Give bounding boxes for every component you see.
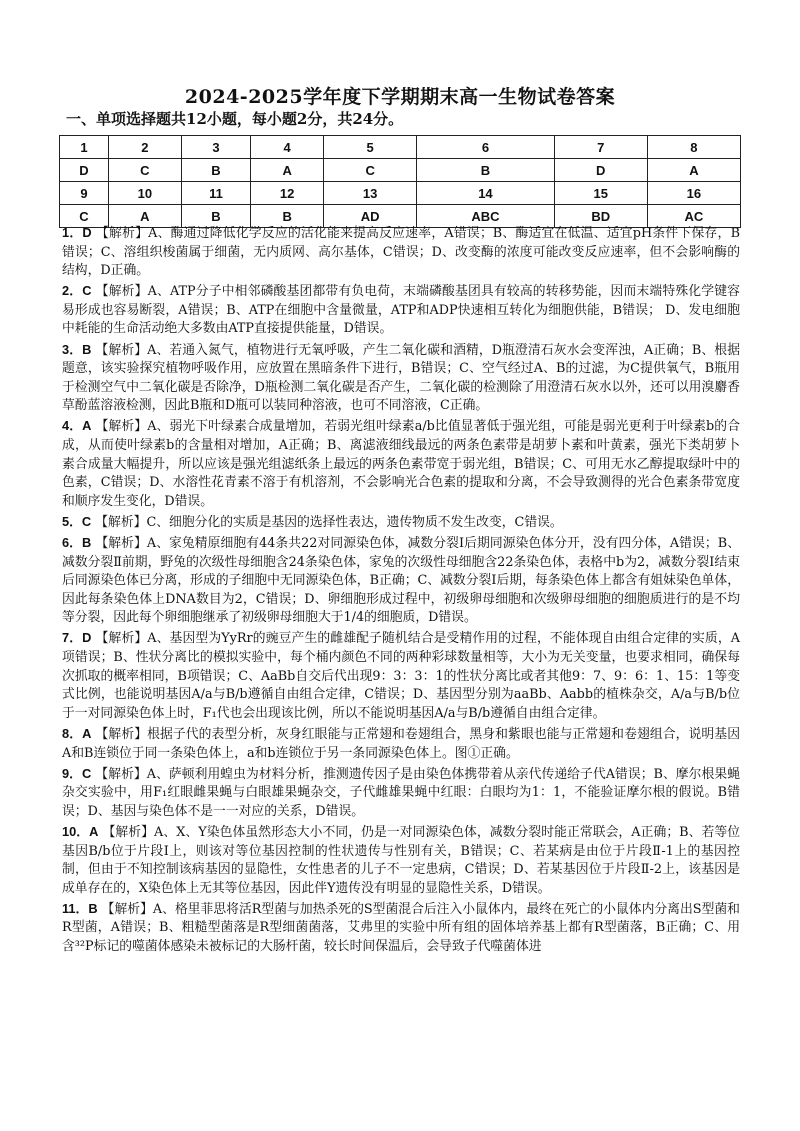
explanation-text: 【解析】根据子代的表型分析，灰身红眼能与正常翅和卷翅组合，黑身和紫眼也能与正常翅和卷翅组合，说明基因A和B连锁位于同一条染色体上，a和b连锁位于另一条同源染色体上。图①正确。 — [62, 726, 740, 761]
answer-cell: C — [108, 159, 181, 182]
question-number-cell: 3 — [181, 136, 250, 159]
explanation-item — [62, 513, 740, 533]
answer-letter: D — [82, 225, 92, 240]
question-number-cell: 15 — [554, 182, 647, 205]
answer-letter: B — [82, 535, 92, 550]
question-number-cell: 11 — [181, 182, 250, 205]
answer-cell: BD — [554, 205, 647, 228]
answer-letter: B — [82, 341, 92, 357]
question-number: 4． — [62, 418, 83, 434]
answer-letter: A — [82, 418, 92, 434]
explanation-item — [62, 629, 740, 723]
question-number: 5． — [62, 513, 82, 529]
answer-cell: B — [251, 205, 324, 228]
answer-cell: AD — [324, 205, 417, 228]
explanation-item — [62, 725, 740, 763]
answer-cell: C — [324, 159, 417, 182]
question-number-row — [60, 182, 741, 205]
explanation-item — [62, 765, 740, 822]
answer-letter: A — [82, 725, 92, 741]
answer-cell: AC — [647, 205, 740, 228]
answer-table — [59, 135, 741, 228]
answer-cell: B — [181, 205, 250, 228]
question-number-cell: 6 — [417, 136, 554, 159]
answer-cell: C — [60, 205, 109, 228]
explanation-text: 【解析】A、萨顿利用蝗虫为材料分析，推测遗传因子是由染色体携带着从亲代传递给子代A错误；B、摩尔根果蝇杂交实验中，用F₁红眼雌果蝇与白眼雄果蝇杂交，子代雌雄果蝇中红眼：白眼均为1：1，不能验证摩尔根的假说。B错误；D、基因与染色体不是一一对应的关系，D错误。 — [62, 766, 740, 819]
question-number-cell: 12 — [251, 182, 324, 205]
explanation-item — [62, 534, 740, 628]
answer-letter: C — [82, 765, 92, 781]
section-heading: 一、单项选择题共12小题，每小题2分，共24分。 — [66, 110, 404, 128]
answer-cell: B — [181, 159, 250, 182]
explanation-text: 【解析】A、酶通过降低化学反应的活化能来提高反应速率，A错误；B、酶适宜在低温、适宜pH条件下保存，B错误；C、溶组织梭菌属于细菌，无内质网、高尔基体，C错误；D、改变酶的浓度可能改变反应速率，但不会影响酶的结构，D正确。 — [62, 226, 740, 279]
explanation-text: 【解析】A、基因型为YyRr的豌豆产生的雌雄配子随机结合是受精作用的过程，不能体现自由组合定律的实质，A项错误；B、性状分离比的模拟实验中，每个桶内颜色不同的两种彩球数量相等，大小为无关变量，也要求相同，确保每次抓取的概率相同，B项错误；C、AaBb自交后代出现9：3：3：1的性状分离比或者其他9：7、9：6：1、15：1等变式比例，也能说明基因A/a与B/b遵循自由组合定律，C错误；D、基因型分别为aaBb、Aabb的植株杂交，A/a与B/b位于一对同源染色体上时，F₁代也会出现该比例，所以不能说明基因A/a与B/b遵循自由组合定律。 — [62, 631, 740, 721]
page-title: 2024-2025学年度下学期期末高一生物试卷答案 — [184, 86, 616, 108]
answer-letter: C — [81, 513, 92, 529]
question-number-cell: 2 — [108, 136, 181, 159]
question-number: 7． — [62, 630, 83, 646]
explanation-text: 【解析】A、格里菲思将活R型菌与加热杀死的S型菌混合后注入小鼠体内，最终在死亡的小鼠体内分离出S型菌和R型菌，A错误；B、粗糙型菌落是R型细菌菌落，艾弗里的实验中所有组的固体培养基上都有R型菌落，B正确；C、用含³²P标记的噬菌体感染未被标记的大肠杆菌，较长时间保温后，会导致子代噬菌体进 — [62, 901, 740, 954]
answer-cell: D — [60, 159, 109, 182]
answer-cell: B — [417, 159, 554, 182]
question-number-cell: 1 — [60, 136, 109, 159]
question-number: 6． — [62, 535, 83, 550]
answer-letter: D — [82, 630, 92, 646]
question-number-cell: 7 — [554, 136, 647, 159]
question-number: 1． — [62, 225, 83, 240]
question-number-cell: 13 — [324, 182, 417, 205]
explanations — [62, 224, 740, 958]
question-number: 8． — [62, 725, 83, 741]
explanation-text: 【解析】C、细胞分化的实质是基因的选择性表达，遗传物质不发生改变，C错误。 — [95, 514, 563, 530]
explanation-item — [62, 900, 740, 957]
answer-row — [60, 159, 741, 182]
explanation-item — [62, 224, 740, 281]
question-number-cell: 16 — [647, 182, 740, 205]
answer-cell: A — [251, 159, 324, 182]
explanation-text: 【解析】A、ATP分子中相邻磷酸基团都带有负电荷，末端磷酸基团具有较高的转移势能，因而末端特殊化学键容易形成也容易断裂，A错误；B、ATP在细胞中含量微量，ATP和ADP快速相互转化为细胞供能，B错误； D、发电细胞中耗能的生命活动绝大多数由ATP直接提供能量，D错误。 — [62, 284, 740, 337]
answer-letter: B — [88, 900, 98, 916]
answer-cell: A — [647, 159, 740, 182]
question-number: 3． — [62, 341, 83, 357]
question-number-cell: 9 — [60, 182, 109, 205]
explanation-text: 【解析】A、X、Y染色体虽然形态大小不同，仍是一对同源染色体，减数分裂时能正常联会，A正确；B、若等位基因B/b位于片段Ⅰ上，则该对等位基因控制的性状遗传与性别有关，B错误；C、若某病是由位于片段Ⅱ-1上的基因控制，但由于不知控制该病基因的显隐性，女性患者的儿子不一定患病，C错误；D、若某基因位于片段Ⅱ-2上，该基因是成单存在的，X染色体上无其等位基因，因此伴Y遗传没有明显的显隐性关系，D错误。 — [62, 824, 740, 896]
question-number-cell: 10 — [108, 182, 181, 205]
question-number-cell: 5 — [324, 136, 417, 159]
answer-cell: ABC — [417, 205, 554, 228]
explanation-text: 【解析】A、弱光下叶绿素合成量增加，若弱光组叶绿素a/b比值显著低于强光组，可能是弱光更利于叶绿素b的合成，从而使叶绿素b的含量相对增加，A正确；B、离滤液细线最远的两条色素带是胡萝卜素和叶黄素，强光下类胡萝卜素合成量大幅提升，所以应该是强光组滤纸条上最远的两条色素带宽于弱光组，B错误；C、可用无水乙醇提取绿叶中的色素，C错误；D、水溶性花青素不溶于有机溶剂，不会影响光合色素的提取和分离，不会导致测得的光合色素条带宽度和顺序发生变化，D错误。 — [62, 419, 740, 509]
answer-letter: A — [89, 823, 99, 839]
question-number-cell: 14 — [417, 182, 554, 205]
answer-letter: C — [82, 283, 92, 299]
question-number: 10． — [62, 823, 90, 839]
question-number: 2． — [62, 283, 83, 299]
explanation-text: 【解析】A、若通入氮气，植物进行无氧呼吸，产生二氧化碳和酒精，D瓶澄清石灰水会变浑浊，A正确；B、根据题意，该实验探究植物呼吸作用，应放置在黑暗条件下进行，B错误；C、空气经过A、B的过滤，为C提供氧气，B瓶用于检测空气中二氧化碳是否除净，D瓶检测二氧化碳是否产生，二氧化碳的检测除了用澄清石灰水以外，还可以用溴麝香草酚蓝溶液检测，因此B瓶和D瓶可以装同种溶液，也可不同溶液，C正确。 — [62, 342, 740, 414]
explanation-item — [62, 282, 740, 339]
explanation-item — [62, 823, 740, 898]
question-number-row — [60, 136, 741, 159]
question-number: 11． — [62, 900, 89, 916]
question-number-cell: 8 — [647, 136, 740, 159]
question-number-cell: 4 — [251, 136, 324, 159]
answer-cell: D — [554, 159, 647, 182]
question-number: 9． — [62, 765, 83, 781]
explanation-item — [62, 417, 740, 511]
explanation-text: 【解析】A、家兔精原细胞有44条共22对同源染色体，减数分裂Ⅰ后期同源染色体分开，没有四分体，A错误；B、减数分裂Ⅱ前期，野兔的次级性母细胞含24条染色体，家兔的次级性母细胞含22条染色体，表格中b为2，减数分裂Ⅰ结束后同源染色体已分离，形成的子细胞中无同源染色体，B正确；C、减数分裂Ⅰ后期，每条染色体上都含有姐妹染色单体，因此每条染色体上DNA数目为2，C错误；D、卵细胞形成过程中，初级卵母细胞和次级卵母细胞的细胞质进行的是不均等分裂，因此每个卵细胞继承了初级卵母细胞大于1/4的细胞质，D错误。 — [62, 536, 740, 626]
explanation-item — [62, 341, 740, 416]
answer-cell: A — [108, 205, 181, 228]
